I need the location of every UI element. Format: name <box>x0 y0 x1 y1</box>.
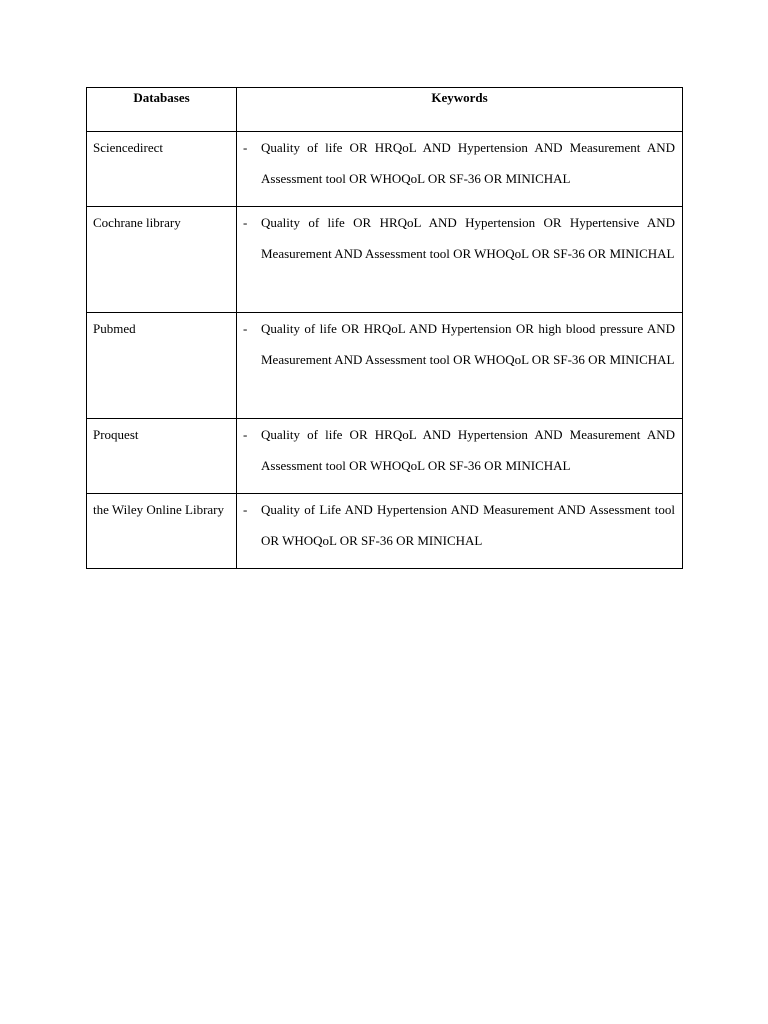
database-name: Cochrane library <box>87 207 237 313</box>
table-row <box>87 132 683 207</box>
keyword-list-item <box>243 494 675 556</box>
table-header-row <box>87 88 683 132</box>
table-row <box>87 207 683 313</box>
keyword-list-item <box>243 419 675 481</box>
bullet-dash: - <box>243 215 248 230</box>
keyword-query: Quality of life OR HRQoL AND Hypertension AND Measurement AND Assessment tool OR WHOQoL OR SF-36 OR MINICHAL <box>261 140 675 186</box>
keyword-query: Quality of Life AND Hypertension AND Measurement AND Assessment tool OR WHOQoL OR SF-36 OR MINICHAL <box>261 502 675 548</box>
keyword-query: Quality of life OR HRQoL AND Hypertension OR Hypertensive AND Measurement AND Assessment tool OR WHOQoL OR SF-36 OR MINICHAL <box>261 215 675 261</box>
keyword-query: Quality of life OR HRQoL AND Hypertension AND Measurement AND Assessment tool OR WHOQoL OR SF-36 OR MINICHAL <box>261 427 675 473</box>
database-name <box>87 494 237 569</box>
keyword-list-item <box>243 313 675 375</box>
keyword-list-item <box>243 132 675 194</box>
keywords-cell <box>237 132 683 207</box>
table-row <box>87 313 683 419</box>
database-name-text: the Wiley Online Library <box>93 502 225 517</box>
header-keywords: Keywords <box>237 88 683 132</box>
keywords-cell <box>237 207 683 313</box>
bullet-dash: - <box>243 502 248 517</box>
keywords-cell <box>237 494 683 569</box>
keywords-cell <box>237 419 683 494</box>
database-name: Pubmed <box>87 313 237 419</box>
keyword-query: Quality of life OR HRQoL AND Hypertension OR high blood pressure AND Measurement AND Assessment tool OR WHOQoL OR SF-36 OR MINICHAL <box>261 321 675 367</box>
search-keywords-table <box>86 87 683 569</box>
bullet-dash: - <box>243 427 248 442</box>
keywords-cell <box>237 313 683 419</box>
table-row <box>87 494 683 569</box>
database-name: Proquest <box>87 419 237 494</box>
database-name: Sciencedirect <box>87 132 237 207</box>
bullet-dash: - <box>243 140 248 155</box>
table-row <box>87 419 683 494</box>
header-databases: Databases <box>87 88 237 132</box>
bullet-dash: - <box>243 321 248 336</box>
keyword-list-item <box>243 207 675 269</box>
